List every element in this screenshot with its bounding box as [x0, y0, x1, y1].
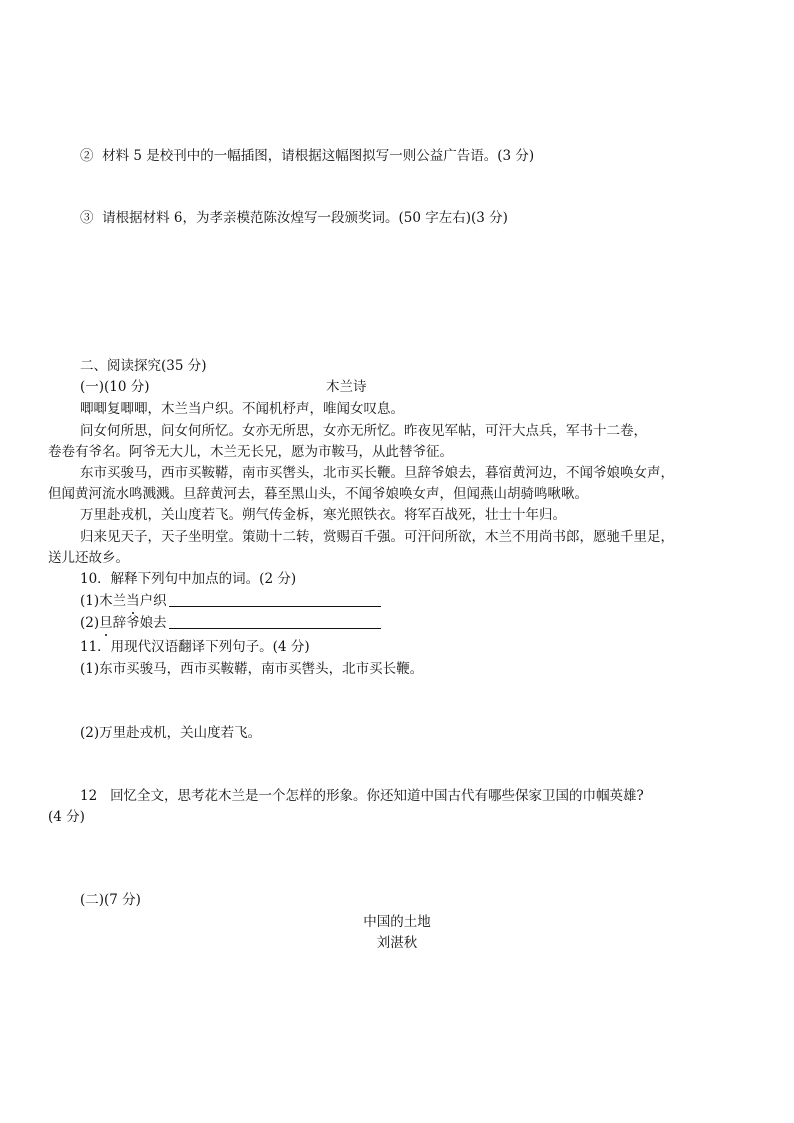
poem-line: 问女何所思，问女何所忆。女亦无所思，女亦无所忆。昨夜见军帖，可汗大点兵，军书十二卷， — [80, 423, 647, 439]
poem-line: 唧唧复唧唧，木兰当户织。不闻机杼声，唯闻女叹息。 — [80, 401, 404, 417]
answer-blank[interactable] — [169, 592, 381, 607]
poem-line: 万里赴戎机，关山度若飞。朔气传金柝，寒光照铁衣。将军百战死，壮士十年归。 — [80, 507, 566, 523]
poem-line: 东市买骏马，西市买鞍鞯，南市买辔头，北市买长鞭。旦辞爷娘去，暮宿黄河边，不闻爷娘唤女声， — [80, 465, 674, 481]
question-10-item-1: (1)木兰当户织 — [80, 591, 381, 611]
question-12-score: (4 分) — [48, 809, 85, 825]
question-11: 11．用现代汉语翻译下列句子。(4 分) — [80, 639, 310, 655]
question-2 — [80, 146, 534, 166]
question-10: 10．解释下列句中加点的词。(2 分) — [80, 571, 297, 587]
question-11-item-2: (2)万里赴戎机，关山度若飞。 — [80, 725, 262, 741]
question-10-item-2: (2)旦辞爷娘去 — [80, 613, 381, 633]
question-number: 12 — [80, 788, 98, 804]
question-text: 材料 5 是校刊中的一幅插图，请根据这幅图拟写一则公益广告语。(3 分) — [102, 148, 535, 164]
section-title: 二、阅读探究(35 分) — [80, 358, 207, 374]
part-1-label: (一)(10 分) — [80, 379, 150, 395]
dotted-word: 旦 — [99, 615, 113, 631]
question-number: ② — [80, 148, 94, 164]
poem-title: 木兰诗 — [326, 379, 367, 395]
dotted-word: 当 — [126, 593, 140, 609]
poem-line: 但闻黄河流水鸣溅溅。旦辞黄河去，暮至黑山头，不闻爷娘唤女声，但闻燕山胡骑鸣啾啾。 — [48, 486, 588, 502]
poem-line: 送儿还故乡。 — [48, 550, 129, 566]
article-title: 中国的土地 — [363, 914, 431, 930]
question-3 — [80, 208, 508, 228]
question-text: 请根据材料 6，为孝亲模范陈汝煌写一段颁奖词。(50 字左右)(3 分) — [102, 210, 508, 226]
article-author: 刘湛秋 — [376, 935, 418, 951]
part-2-label: (二)(7 分) — [80, 892, 141, 908]
question-12 — [80, 786, 644, 806]
poem-line: 归来见天子，天子坐明堂。策勋十二转，赏赐百千强。可汗问所欲，木兰不用尚书郎，愿驰千里足， — [80, 529, 674, 545]
answer-blank[interactable] — [169, 614, 381, 629]
question-number: ③ — [80, 210, 94, 226]
question-text: 回忆全文，思考花木兰是一个怎样的形象。你还知道中国古代有哪些保家卫国的巾帼英雄? — [110, 788, 644, 804]
poem-line: 卷卷有爷名。阿爷无大儿，木兰无长兄，愿为市鞍马，从此替爷征。 — [48, 444, 453, 460]
question-11-item-1: (1)东市买骏马，西市买鞍鞯，南市买辔头，北市买长鞭。 — [80, 661, 424, 677]
